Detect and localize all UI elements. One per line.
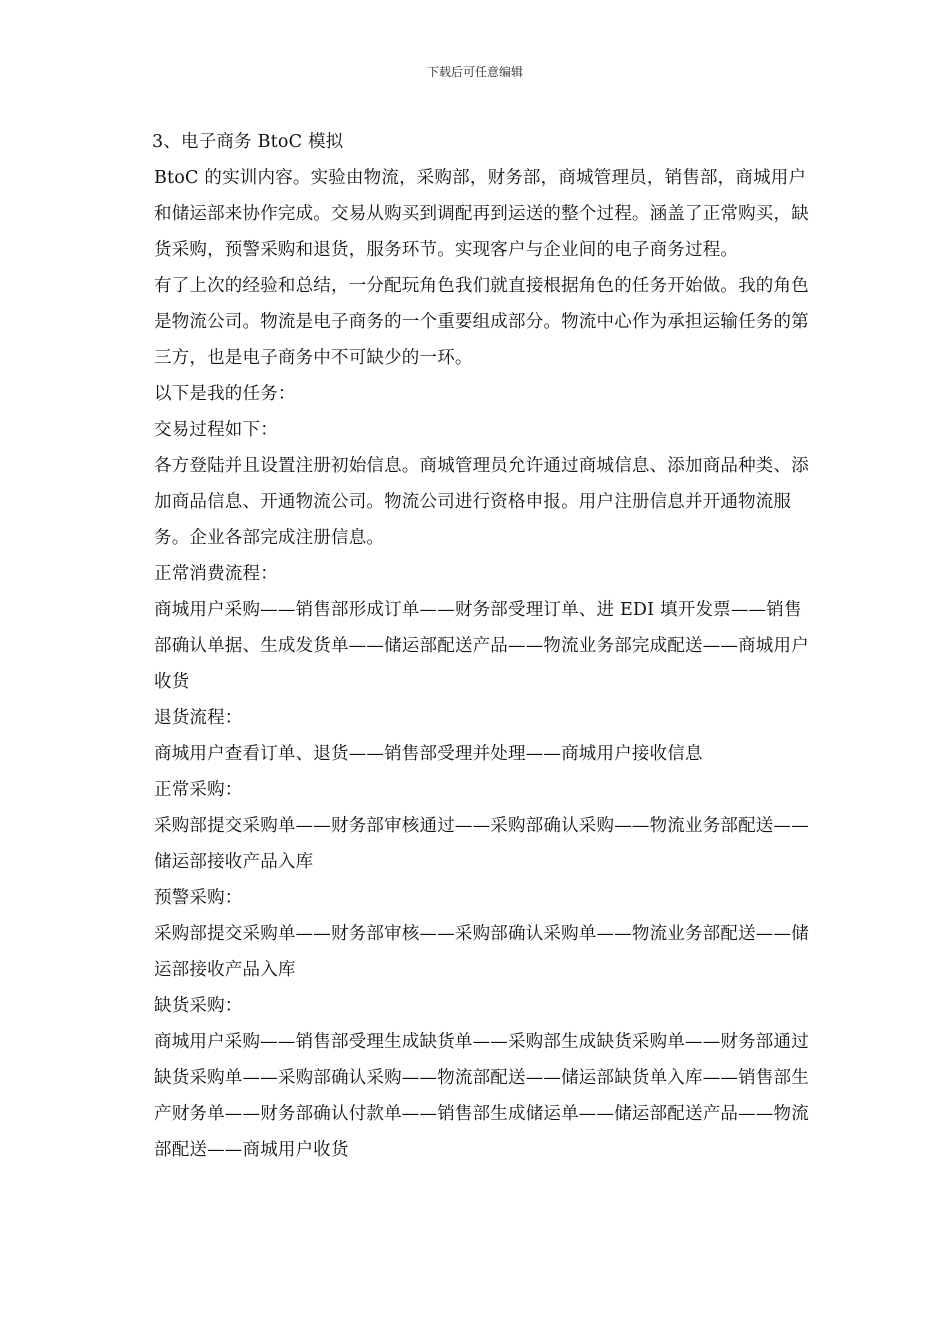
paragraph-normal-purchase-flow: 采购部提交采购单——财务部审核通过——采购部确认采购——物流业务部配送——储运部接收产品入库 [154,816,809,872]
paragraph-process-heading: 交易过程如下： [154,420,278,440]
paragraph-normal-consumption-flow: 商城用户采购——销售部形成订单——财务部受理订单、进 EDI 填开发票——销售部确认单据、生成发货单——储运部配送产品——物流业务部完成配送——商城用户收货 [154,600,809,692]
paragraph-registration: 各方登陆并且设置注册初始信息。商城管理员允许通过商城信息、添加商品种类、添加商品信息、开通物流公司。物流公司进行资格申报。用户注册信息并开通物流服务。企业各部完成注册信息。 [154,456,809,548]
document-body [146,124,810,1168]
paragraph-return-flow: 商城用户查看订单、退货——销售部受理并处理——商城用户接收信息 [154,744,703,764]
paragraph-normal-consumption-heading: 正常消费流程： [154,564,278,584]
paragraph-role: 有了上次的经验和总结，一分配玩角色我们就直接根据角色的任务开始做。我的角色是物流公司。物流是电子商务的一个重要组成部分。物流中心作为承担运输任务的第三方，也是电子商务中不可缺少的一环。 [154,276,809,368]
paragraph-warning-purchase-flow: 采购部提交采购单——财务部审核——采购部确认采购单——物流业务部配送——储运部接收产品入库 [154,924,809,980]
section-title: 3、电子商务 BtoC 模拟 [152,132,344,152]
page-header: 下载后可任意编辑 [426,65,523,79]
paragraph-normal-purchase-heading: 正常采购： [154,780,243,800]
paragraph-tasks-heading: 以下是我的任务： [154,384,296,404]
paragraph-intro: BtoC 的实训内容。实验由物流，采购部，财务部，商城管理员，销售部，商城用户和储运部来协作完成。交易从购买到调配再到运送的整个过程。涵盖了正常购买，缺货采购，预警采购和退货，服务环节。实现客户与企业间的电子商务过程。 [154,168,809,260]
paragraph-warning-purchase-heading: 预警采购： [154,888,243,908]
paragraph-shortage-purchase-heading: 缺货采购： [154,996,243,1016]
paragraph-shortage-purchase-flow: 商城用户采购——销售部受理生成缺货单——采购部生成缺货采购单——财务部通过缺货采购单——采购部确认采购——物流部配送——储运部缺货单入库——销售部生产财务单——财务部确认付款单——销售部生成储运单——储运部配送产品——物流部配送——商城用户收货 [154,1032,809,1160]
paragraph-return-heading: 退货流程： [154,708,243,728]
